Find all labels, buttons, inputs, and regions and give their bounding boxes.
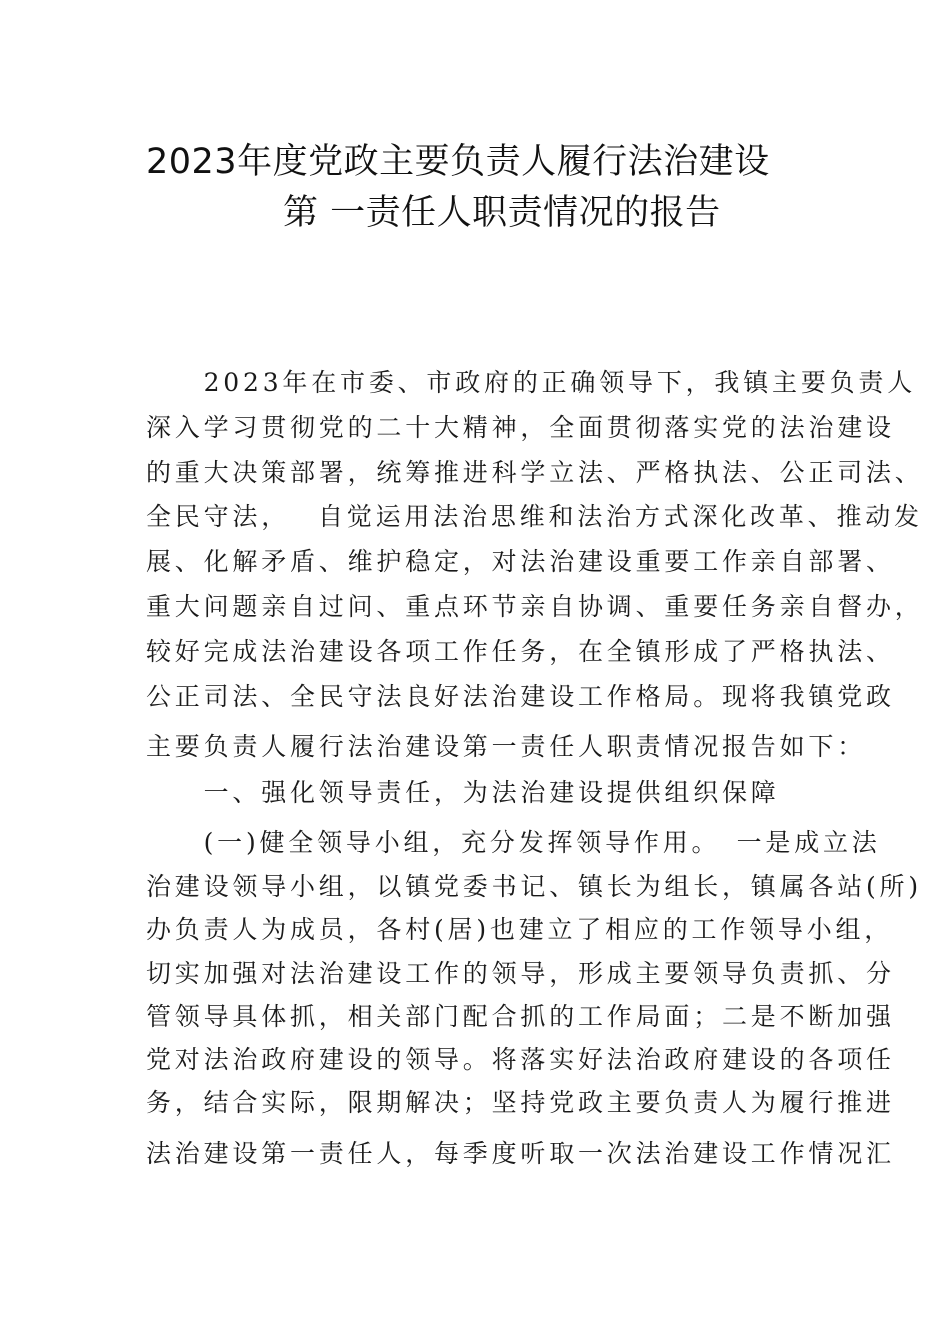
body-line: 重大问题亲自过问、重点环节亲自协调、重要任务亲自督办， (146, 592, 924, 621)
body-line: 主要负责人履行法治建设第一责任人职责情况报告如下： (146, 732, 867, 761)
body-line: 管领导具体抓，相关部门配合抓的工作局面；二是不断加强 (146, 1002, 895, 1031)
body-line: 2023年在市委、市政府的正确领导下，我镇主要负责人 (146, 368, 917, 397)
document-title-line-1: 2023年度党政主要负责人履行法治建设 (146, 142, 770, 182)
body-line: 务，结合实际，限期解决；坚持党政主要负责人为履行推进 (146, 1088, 895, 1117)
body-line: 办负责人为成员，各村(居)也建立了相应的工作领导小组， (146, 915, 894, 944)
section-heading: 一、强化领导责任，为法治建设提供组织保障 (146, 778, 780, 807)
body-line: 全民守法， 自觉运用法治思维和法治方式深化改革、推动发 (146, 502, 923, 531)
body-line: 较好完成法治建设各项工作任务，在全镇形成了严格执法、 (146, 637, 895, 666)
subsection-heading-line: (一)健全领导小组，充分发挥领导作用。 一是成立法 (146, 828, 881, 857)
body-line: 法治建设第一责任人，每季度听取一次法治建设工作情况汇 (146, 1139, 895, 1168)
body-line: 公正司法、全民守法良好法治建设工作格局。现将我镇党政 (146, 682, 895, 711)
body-line: 深入学习贯彻党的二十大精神，全面贯彻落实党的法治建设 (146, 413, 895, 442)
body-line: 党对法治政府建设的领导。将落实好法治政府建设的各项任 (146, 1045, 895, 1074)
body-line: 的重大决策部署，统筹推进科学立法、严格执法、公正司法、 (146, 458, 924, 487)
body-line: 切实加强对法治建设工作的领导，形成主要领导负责抓、分 (146, 959, 895, 988)
document-title-line-2: 第 一责任人职责情况的报告 (283, 193, 721, 233)
body-line: 治建设领导小组，以镇党委书记、镇长为组长，镇属各站(所) (146, 872, 922, 901)
body-line: 展、化解矛盾、维护稳定，对法治建设重要工作亲自部署、 (146, 547, 895, 576)
